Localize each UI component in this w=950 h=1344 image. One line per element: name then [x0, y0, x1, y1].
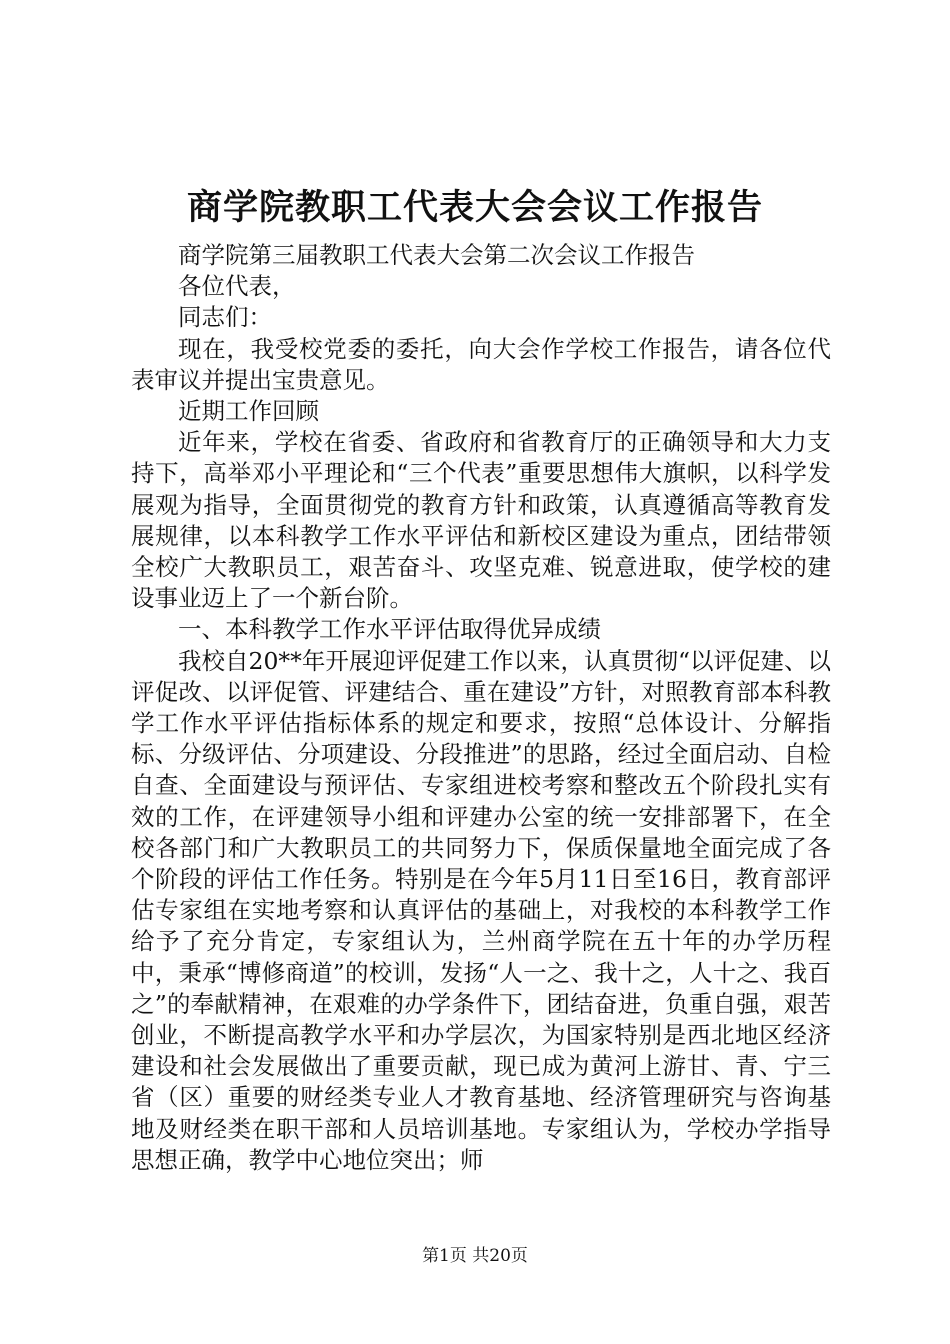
- document-title: 商学院教职工代表大会会议工作报告: [186, 187, 763, 228]
- document-body: [131, 240, 831, 1176]
- report-subtitle-paragraph: 商学院第三届教职工代表大会第二次会议工作报告: [178, 241, 695, 269]
- evaluation-paragraph: 我校自20**年开展迎评促建工作以来，认真贯彻“以评促建、以评促改、以评促管、评建结合、重在建设”方针，对照教育部本科教学工作水平评估指标体系的规定和要求，按照“总体设计、分解指标、分级评估、分项建设、分段推进”的思路，经过全面启动、自检自查、全面建设与预评估、专家组进校考察和整改五个阶段扎实有效的工作，在评建领导小组和评建办公室的统一安排部署下，在全校各部门和广大教职员工的共同努力下，保质保量地全面完成了各个阶段的评估工作任务。特别是在今年5月11日至16日，教育部评估专家组在实地考察和认真评估的基础上，对我校的本科教学工作给予了充分肯定，专家组认为，兰州商学院在五十年的办学历程中，秉承“博修商道”的校训，发扬“人一之、我十之，人十之、我百之”的奉献精神，在艰难的办学条件下，团结奋进，负重自强，艰苦创业，不断提高教学水平和办学层次，为国家特别是西北地区经济建设和社会发展做出了重要贡献，现已成为黄河上游甘、青、宁三省（区）重要的财经类专业人才教育基地、经济管理研究与咨询基地及财经类在职干部和人员培训基地。专家组认为，学校办学指导思想正确，教学中心地位突出；师: [131, 646, 831, 1174]
- intro-paragraph: 现在，我受校党委的委托，向大会作学校工作报告，请各位代表审议并提出宝贵意见。: [131, 334, 831, 394]
- page-number-footer: 第1页 共20页: [422, 1246, 528, 1266]
- section-heading-evaluation: 一、本科教学工作水平评估取得优异成绩: [178, 615, 601, 644]
- section-heading-review: 近期工作回顾: [178, 397, 319, 426]
- salutation-delegates: 各位代表，: [178, 272, 296, 301]
- review-paragraph: 近年来，学校在省委、省政府和省教育厅的正确领导和大力支持下，高举邓小平理论和“三个代表”重要思想伟大旗帜，以科学发展观为指导，全面贯彻党的教育方针和政策，认真遵循高等教育发展规律，以本科教学工作水平评估和新校区建设为重点，团结带领全校广大教职员工，艰苦奋斗、攻坚克难、锐意进取，使学校的建设事业迈上了一个新台阶。: [131, 428, 831, 613]
- salutation-comrades: 同志们：: [178, 303, 272, 332]
